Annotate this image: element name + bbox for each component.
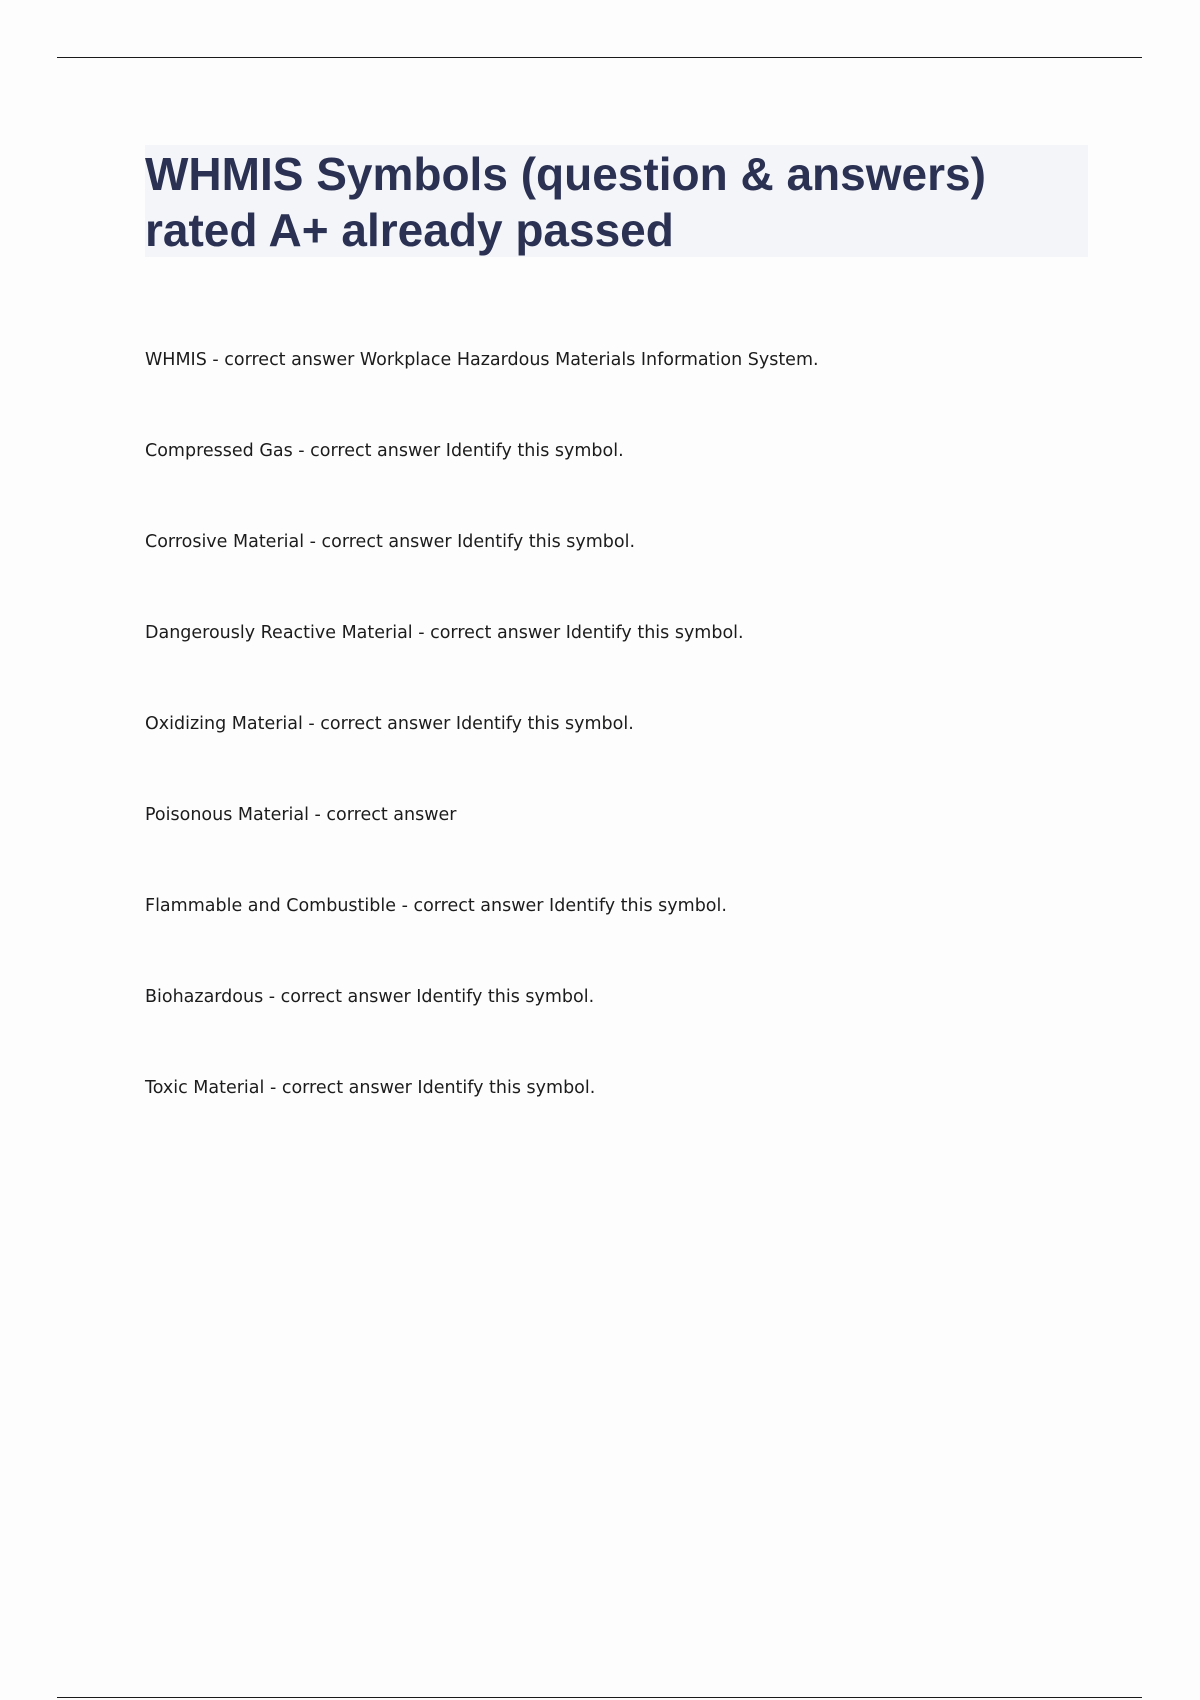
qa-item-toxic-material: Toxic Material - correct answer Identify this symbol. <box>145 1078 596 1098</box>
qa-item-biohazardous: Biohazardous - correct answer Identify this symbol. <box>145 987 595 1007</box>
footer-divider <box>57 1697 1142 1698</box>
qa-item-flammable-combustible: Flammable and Combustible - correct answer Identify this symbol. <box>145 896 727 916</box>
qa-item-whmis: WHMIS - correct answer Workplace Hazardous Materials Information System. <box>145 350 819 370</box>
qa-item-dangerously-reactive-material: Dangerously Reactive Material - correct answer Identify this symbol. <box>145 623 744 643</box>
qa-item-oxidizing-material: Oxidizing Material - correct answer Identify this symbol. <box>145 714 634 734</box>
qa-list <box>145 347 1095 1166</box>
qa-item-poisonous-material: Poisonous Material - correct answer <box>145 805 457 825</box>
title-banner <box>145 145 1088 257</box>
qa-item-corrosive-material: Corrosive Material - correct answer Identify this symbol. <box>145 532 636 552</box>
qa-item-compressed-gas: Compressed Gas - correct answer Identify this symbol. <box>145 441 624 461</box>
page-title: WHMIS Symbols (question & answers) rated A+ already passed <box>145 148 986 256</box>
header-divider <box>57 57 1142 58</box>
